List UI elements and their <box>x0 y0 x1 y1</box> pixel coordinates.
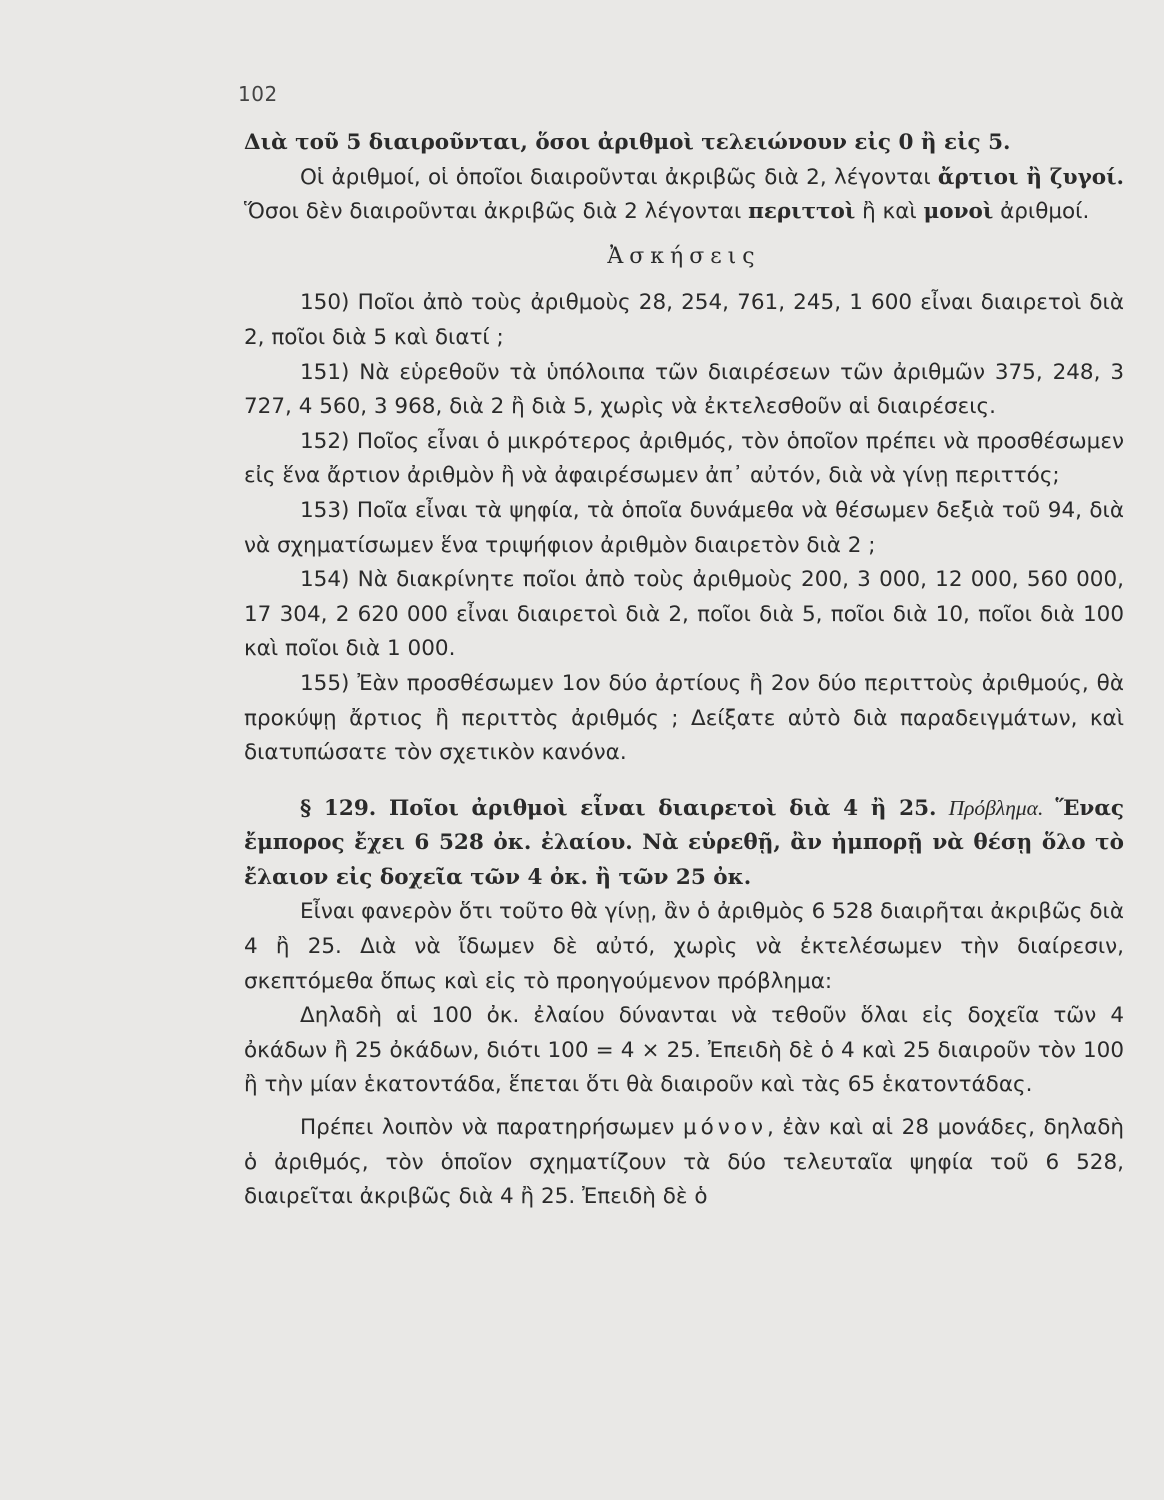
exercise-153: 153) Ποῖα εἶναι τὰ ψηφία, τὰ ὁποῖα δυνάμεθα νὰ θέσωμεν δεξιὰ τοῦ 94, διὰ νὰ σχηματίσωμεν ἕνα τριψήφιον ἀριθμὸν διαιρετὸν διὰ 2 ; <box>244 497 1124 558</box>
odd-term: περιττοὶ <box>748 199 856 225</box>
page-number: 102 <box>238 82 278 106</box>
definition-text-2: Ὅσοι δὲν διαιροῦνται ἀκριβῶς διὰ 2 λέγονται <box>244 199 749 225</box>
exercise-152: 152) Ποῖος εἶναι ὁ μικρότερος ἀριθμός, τὸν ὁποῖον πρέπει νὰ προσθέσωμεν εἰς ἕνα ἄρτιον ἀριθμὸν ἢ νὰ ἀφαιρέσωμεν ἀπ᾿ αὐτόν, διὰ νὰ γίνῃ περιττός; <box>244 428 1124 489</box>
definition-text-3: ἢ καὶ <box>855 199 924 225</box>
section-heading: § 129. Ποῖοι ἀριθμοὶ εἶναι διαιρετοὶ διὰ 4 ἢ 25. <box>300 795 937 821</box>
exercises-heading: Ἀσκήσεις <box>607 243 761 269</box>
problem-label: Πρόβλημα. <box>948 795 1044 820</box>
rule-divisible-by-5: Διὰ τοῦ 5 διαιροῦνται, ὅσοι ἀριθμοὶ τελειώνουν εἰς 0 ἢ εἰς 5. <box>244 130 1011 155</box>
problem-text: Ἕνας ἔμπορος ἔχει 6 528 ὀκ. ἐλαίου. Νὰ εὑρεθῇ, ἂν ἠμπορῇ νὰ θέσῃ ὅλο τὸ ἔλαιον εἰς δοχεῖα τῶν 4 ὀκ. ἢ τῶν 25 ὀκ. <box>244 795 1124 890</box>
page-body <box>244 126 1124 1215</box>
definition-text-4: ἀριθμοί. <box>993 199 1090 225</box>
even-term: ἄρτιοι ἢ ζυγοί. <box>937 164 1125 190</box>
paragraph-3-emphasis: μόνον <box>682 1115 767 1141</box>
exercise-155: 155) Ἐὰν προσθέσωμεν 1ον δύο ἀρτίους ἢ 2ον δύο περιττοὺς ἀριθμούς, θὰ προκύψῃ ἄρτιος ἢ περιττὸς ἀριθμός ; Δείξατε αὐτὸ διὰ παραδειγμάτων, καὶ διατυπώσατε τὸν σχετικὸν κανόνα. <box>244 670 1124 766</box>
paragraph-1: Εἶναι φανερὸν ὅτι τοῦτο θὰ γίνῃ, ἂν ὁ ἀριθμὸς 6 528 διαιρῆται ἀκριβῶς διὰ 4 ἢ 25. Διὰ νὰ ἴδωμεν δὲ αὐτό, χωρὶς νὰ ἐκτελέσωμεν τὴν διαίρεσιν, σκεπτόμεθα ὅπως καὶ εἰς τὸ προηγούμενον πρόβλημα: <box>244 899 1124 994</box>
paragraph-3-before: Πρέπει λοιπὸν νὰ παρατηρήσωμεν <box>300 1115 683 1141</box>
paragraph-3 <box>244 1111 1124 1215</box>
exercise-150: 150) Ποῖοι ἀπὸ τοὺς ἀριθμοὺς 28, 254, 761, 245, 1 600 εἶναι διαιρετοὶ διὰ 2, ποῖοι διὰ 5 καὶ διατί ; <box>244 290 1124 350</box>
section-129 <box>244 791 1124 896</box>
definition-even-odd <box>244 161 1124 230</box>
paragraph-2: Δηλαδὴ αἱ 100 ὀκ. ἐλαίου δύνανται νὰ τεθοῦν ὅλαι εἰς δοχεῖα τῶν 4 ὀκάδων ἢ 25 ὀκάδων, διότι 100 = 4 × 25. Ἐπειδὴ δὲ ὁ 4 καὶ 25 διαιροῦν τὸν 100 ἢ τὴν μίαν ἑκατοντάδα, ἕπεται ὅτι θὰ διαιροῦν καὶ τὰς 65 ἑκατοντάδας. <box>244 1003 1124 1098</box>
exercise-154: 154) Νὰ διακρίνητε ποῖοι ἀπὸ τοὺς ἀριθμοὺς 200, 3 000, 12 000, 560 000, 17 304, 2 620 000 εἶναι διαιρετοὶ διὰ 2, ποῖοι διὰ 5, ποῖοι διὰ 10, ποῖοι διὰ 100 καὶ ποῖοι διὰ 1 000. <box>244 567 1124 662</box>
odd-term-alt: μονοὶ <box>923 199 994 225</box>
exercise-151: 151) Νὰ εὑρεθοῦν τὰ ὑπόλοιπα τῶν διαιρέσεων τῶν ἀριθμῶν 375, 248, 3 727, 4 560, 3 968, διὰ 2 ἢ διὰ 5, χωρὶς νὰ ἐκτελεσθοῦν αἱ διαιρέσεις. <box>244 359 1124 420</box>
paragraph-3-after: , ἐὰν καὶ αἱ 28 μονάδες, δηλαδὴ ὁ ἀριθμός, τὸν ὁποῖον σχηματίζουν τὰ δύο τελευταῖα ψηφία τοῦ 6 528, διαιρεῖται ἀκριβῶς διὰ 4 ἢ 25. Ἐπειδὴ δὲ ὁ <box>244 1115 1124 1210</box>
definition-text-1: Οἱ ἀριθμοί, οἱ ὁποῖοι διαιροῦνται ἀκριβῶς διὰ 2, λέγονται <box>300 164 938 190</box>
